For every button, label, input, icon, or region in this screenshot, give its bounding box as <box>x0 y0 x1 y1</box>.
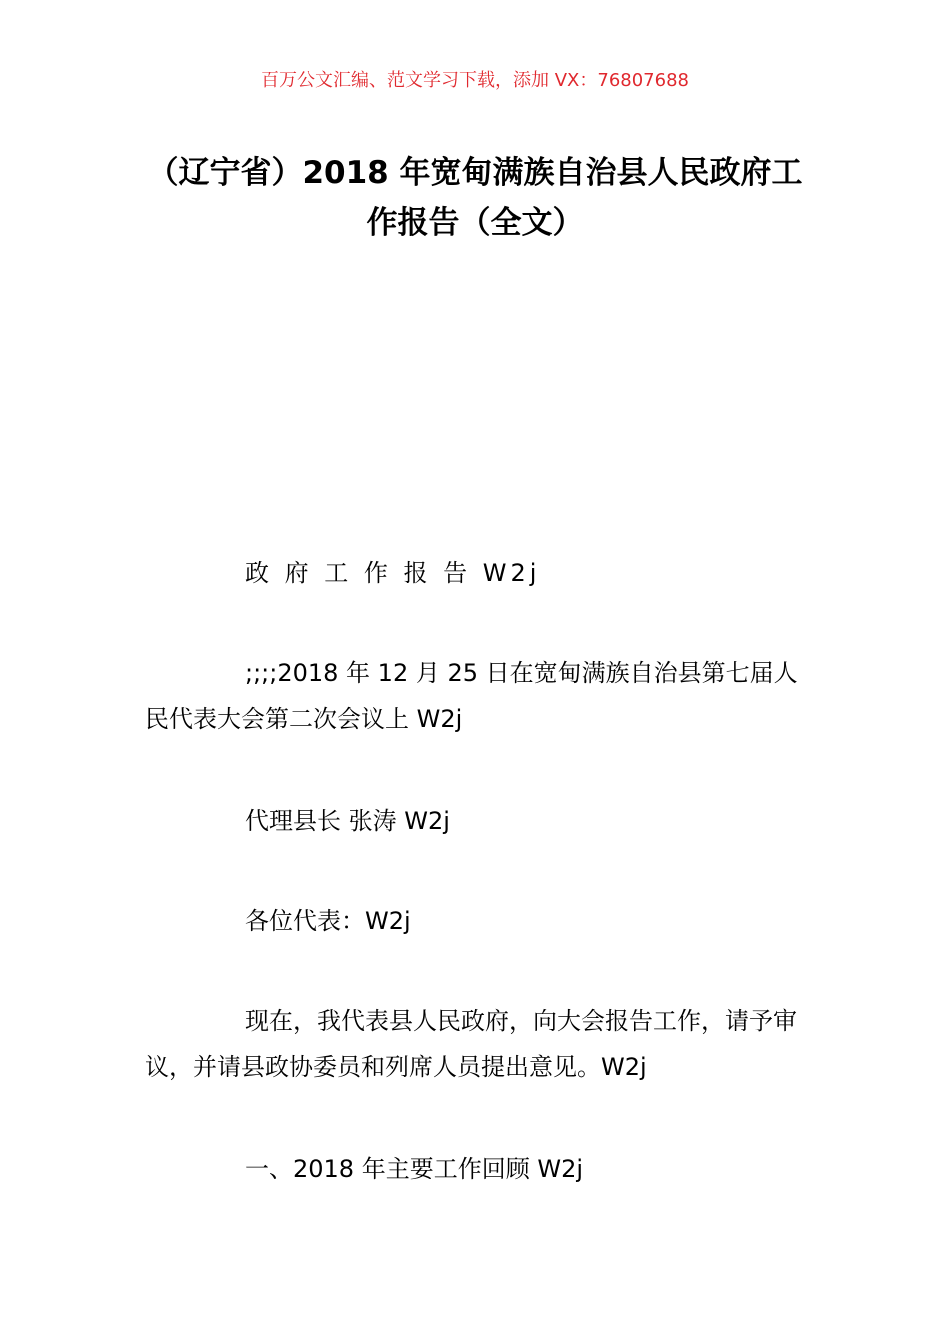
paragraph-speaker: 代理县长 张涛 W2j <box>245 807 450 835</box>
section-heading: 一、2018 年主要工作回顾 W2j <box>245 1155 584 1183</box>
paragraph-intro: 现在，我代表县人民政府，向大会报告工作，请予审议，并请县政协委员和列席人员提出意见。W2j <box>145 1007 797 1081</box>
document-title: （辽宁省）2018 年宽甸满族自治县人民政府工作报告（全文） <box>147 155 803 241</box>
header-note: 百万公文汇编、范文学习下载，添加 VX：76807688 <box>261 70 689 91</box>
paragraph-report-heading: 政 府 工 作 报 告 W2j <box>245 559 541 587</box>
paragraph-salutation: 各位代表：W2j <box>245 907 411 935</box>
paragraph-meeting-info: ;;;;2018 年 12 月 25 日在宽甸满族自治县第七届人民代表大会第二次会议上 W2j <box>145 659 798 733</box>
